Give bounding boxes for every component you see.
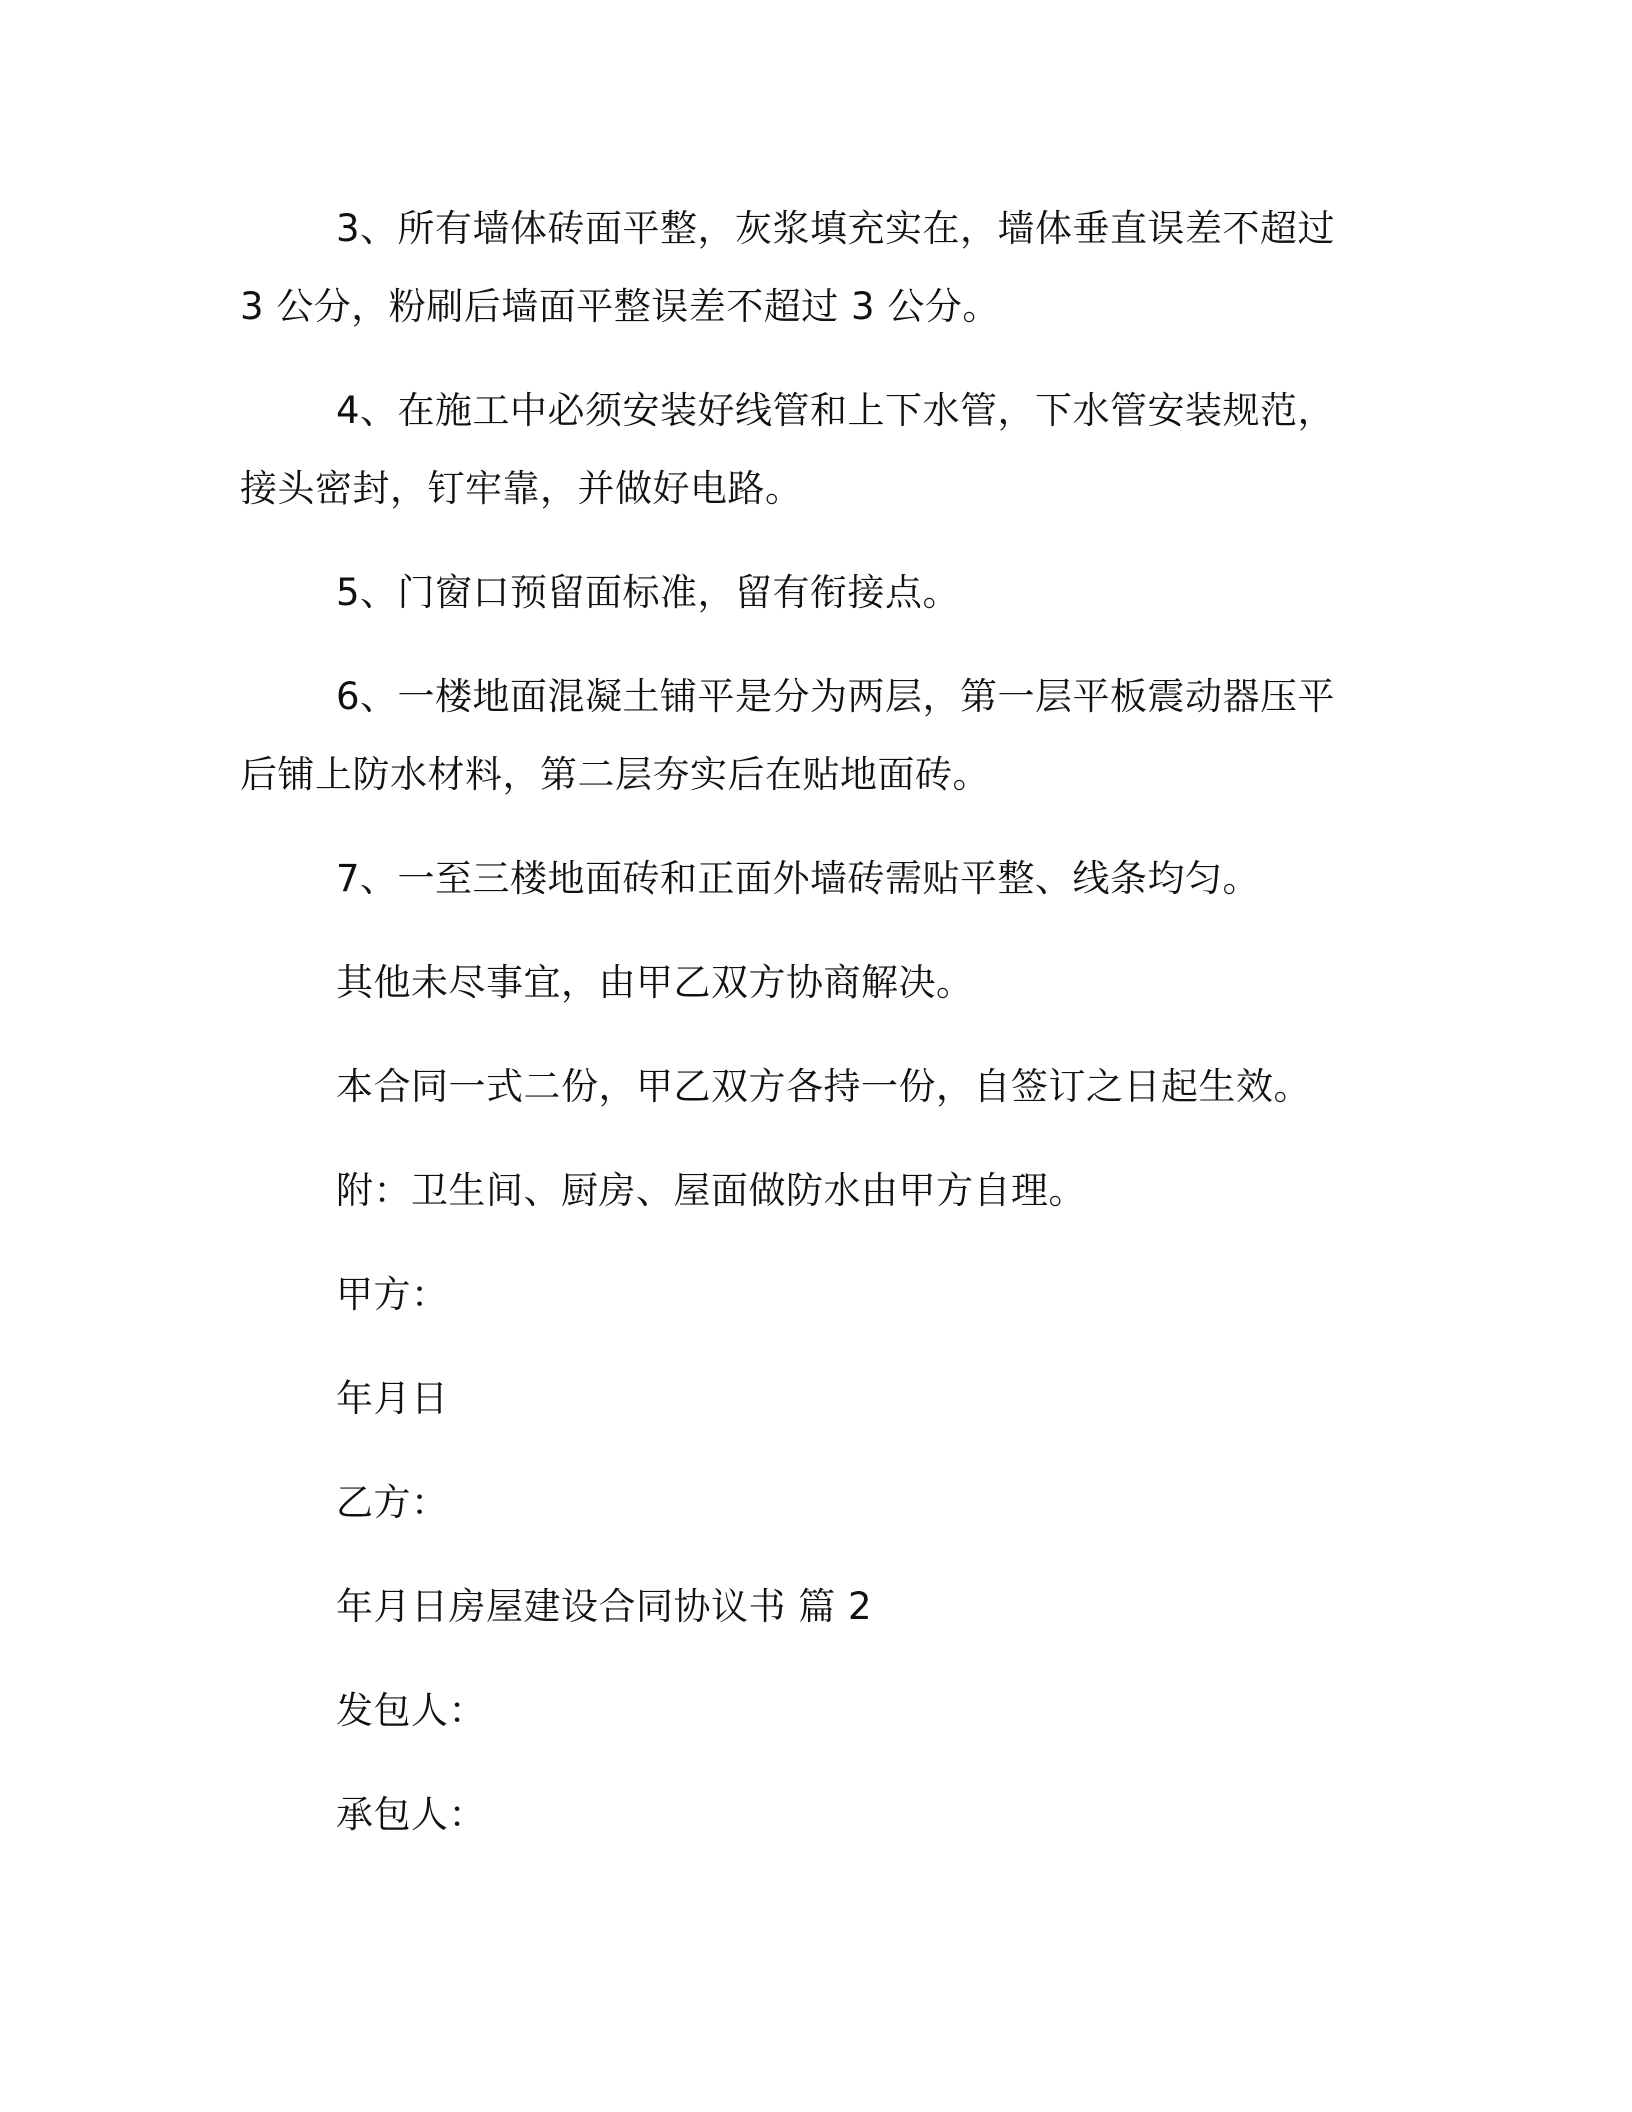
employer-label: 发包人： bbox=[336, 1689, 486, 1732]
contractor-label: 承包人： bbox=[336, 1793, 486, 1836]
party-b-label: 乙方： bbox=[336, 1481, 449, 1524]
document-body bbox=[240, 190, 1360, 1880]
paragraph-wall-standard: 3、所有墙体砖面平整，灰浆填充实在，墙体垂直误差不超过 3 公分，粉刷后墙面平整误差不超过 3 公分。 bbox=[240, 207, 1336, 328]
paragraph-other-matters: 其他未尽事宜，由甲乙双方协商解决。 bbox=[336, 961, 974, 1004]
party-a-label: 甲方： bbox=[336, 1273, 449, 1316]
paragraph-appendix: 附：卫生间、厨房、屋面做防水由甲方自理。 bbox=[336, 1169, 1086, 1212]
paragraph-door-window: 5、门窗口预留面标准，留有衔接点。 bbox=[336, 571, 961, 614]
paragraph-contract-copies: 本合同一式二份，甲乙双方各持一份，自签订之日起生效。 bbox=[336, 1065, 1311, 1108]
section-title-agreement-2: 年月日房屋建设合同协议书 篇 2 bbox=[336, 1585, 873, 1628]
paragraph-pipe-installation: 4、在施工中必须安装好线管和上下水管，下水管安装规范，接头密封，钉牢靠，并做好电路。 bbox=[240, 389, 1336, 510]
paragraph-first-floor-concrete: 6、一楼地面混凝土铺平是分为两层，第一层平板震动器压平后铺上防水材料，第二层夯实后在贴地面砖。 bbox=[240, 675, 1336, 796]
paragraph-floor-tiles: 7、一至三楼地面砖和正面外墙砖需贴平整、线条均匀。 bbox=[336, 857, 1261, 900]
party-a-date: 年月日 bbox=[336, 1377, 449, 1420]
